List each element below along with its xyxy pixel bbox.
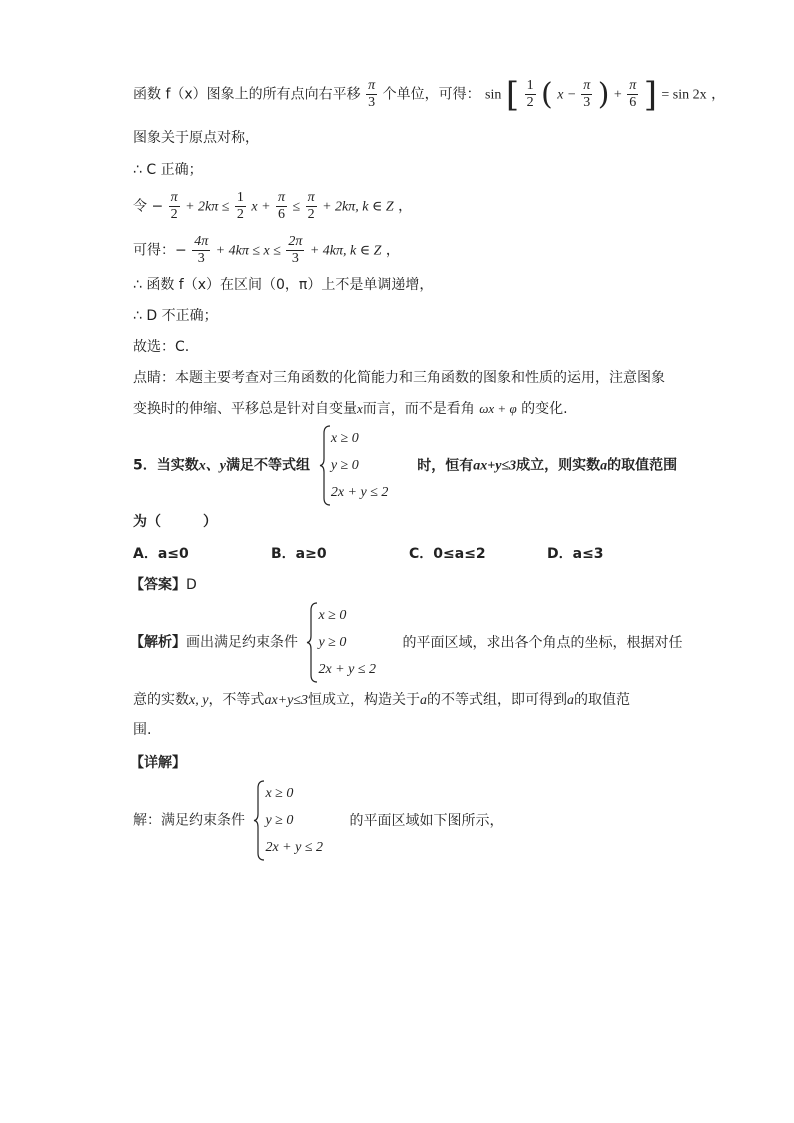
text-line-2: 图象关于原点对称， [133, 130, 259, 146]
left-brace-icon [319, 425, 331, 506]
sin-text: sin [485, 87, 502, 103]
answer-value: D [186, 577, 197, 593]
option-b: B．a≥0 [271, 546, 327, 562]
text-line-5: 可得：− $\frac{4\pi}{3}$ + 4kπ ≤ x ≤ $\frac{2\pi}{3}$ + 4kπ, k ∈ Z ， [133, 234, 400, 266]
option-c: C．0≤a≤2 [409, 546, 486, 562]
fraction-half: $\frac{1}{2}$ [526, 78, 534, 110]
question-5-line-2: 为（ ） [133, 514, 217, 530]
solution-line: 解：满足约束条件 x ≥ 0 y ≥ 0 2x + y ≤ 2 的平面区域如下图所示， [133, 780, 503, 861]
analysis-line-3: 围. [133, 722, 152, 738]
text-line-4: 令 − $\frac{\pi}{2}$ + 2kπ ≤ $\frac{1}{2}$ x + $\frac{\pi}{6}$ ≤ $\frac{\pi}{2}$ + 2kπ, k ∈ Z ， [133, 190, 413, 222]
option-a: A．a≤0 [133, 546, 189, 562]
text-line-9: 点睛：本题主要考查对三角函数的化简能力和三角函数的图象和性质的运用，注意图象 [133, 370, 665, 386]
equation-rhs: = sin 2x [661, 87, 707, 103]
answer-line [130, 575, 197, 595]
text-line-1: 函数 f（x）图象上的所有点向右平移 $\frac{\pi}{3}$ 个单位，可得： sin [ $\frac{1}{2}$ ( x − $\frac{\pi}{3}$ ) + $\frac{\pi}{6}$ ] = sin 2x ， [133, 74, 726, 115]
answer-label: 【答案】 [130, 577, 186, 593]
option-d: D．a≤3 [547, 546, 604, 562]
text-line-3: ∴ C 正确； [133, 162, 203, 178]
inequality-system: x ≥ 0 y ≥ 0 2x + y ≤ 2 [319, 425, 389, 506]
text-line-10: 变换时的伸缩、平移总是针对自变量x而言，而不是看角 ωx + φ 的变化. [133, 401, 568, 417]
text-line-7: ∴ D 不正确； [133, 308, 218, 324]
detail-label: 【详解】 [130, 755, 186, 771]
analysis-line-2: 意的实数x, y，不等式ax+y≤3恒成立，构造关于a的不等式组，即可得到a的取值范 [133, 692, 630, 708]
fraction-pi-over-3b: $\frac{\pi}{3}$ [583, 78, 591, 110]
text: 函数 f（x）图象上的所有点向右平移 [133, 86, 361, 103]
text-line-8: 故选：C. [133, 339, 190, 355]
inequality-system-3: x ≥ 0 y ≥ 0 2x + y ≤ 2 [253, 780, 323, 861]
analysis-line-1: 【解析】画出满足约束条件 x ≥ 0 y ≥ 0 2x + y ≤ 2 的平面区域，求出各个角点的坐标，根据对任 [130, 602, 682, 683]
inequality-system-2: x ≥ 0 y ≥ 0 2x + y ≤ 2 [306, 602, 376, 683]
left-brace-icon [306, 602, 318, 683]
left-brace-icon [253, 780, 265, 861]
question-5-line-1: 5．当实数x、y满足不等式组 x ≥ 0 y ≥ 0 2x + y ≤ 2 时，恒有ax+y≤3成立，则实数a的取值范围 [133, 425, 677, 506]
fraction-pi-over-3: $\frac{\pi}{3}$ [368, 78, 376, 110]
fraction-pi-over-6: $\frac{\pi}{6}$ [629, 78, 637, 110]
text: 个单位，可得： [382, 86, 481, 103]
text-line-6: ∴ 函数 f（x）在区间（0，π）上不是单调递增， [133, 277, 434, 293]
